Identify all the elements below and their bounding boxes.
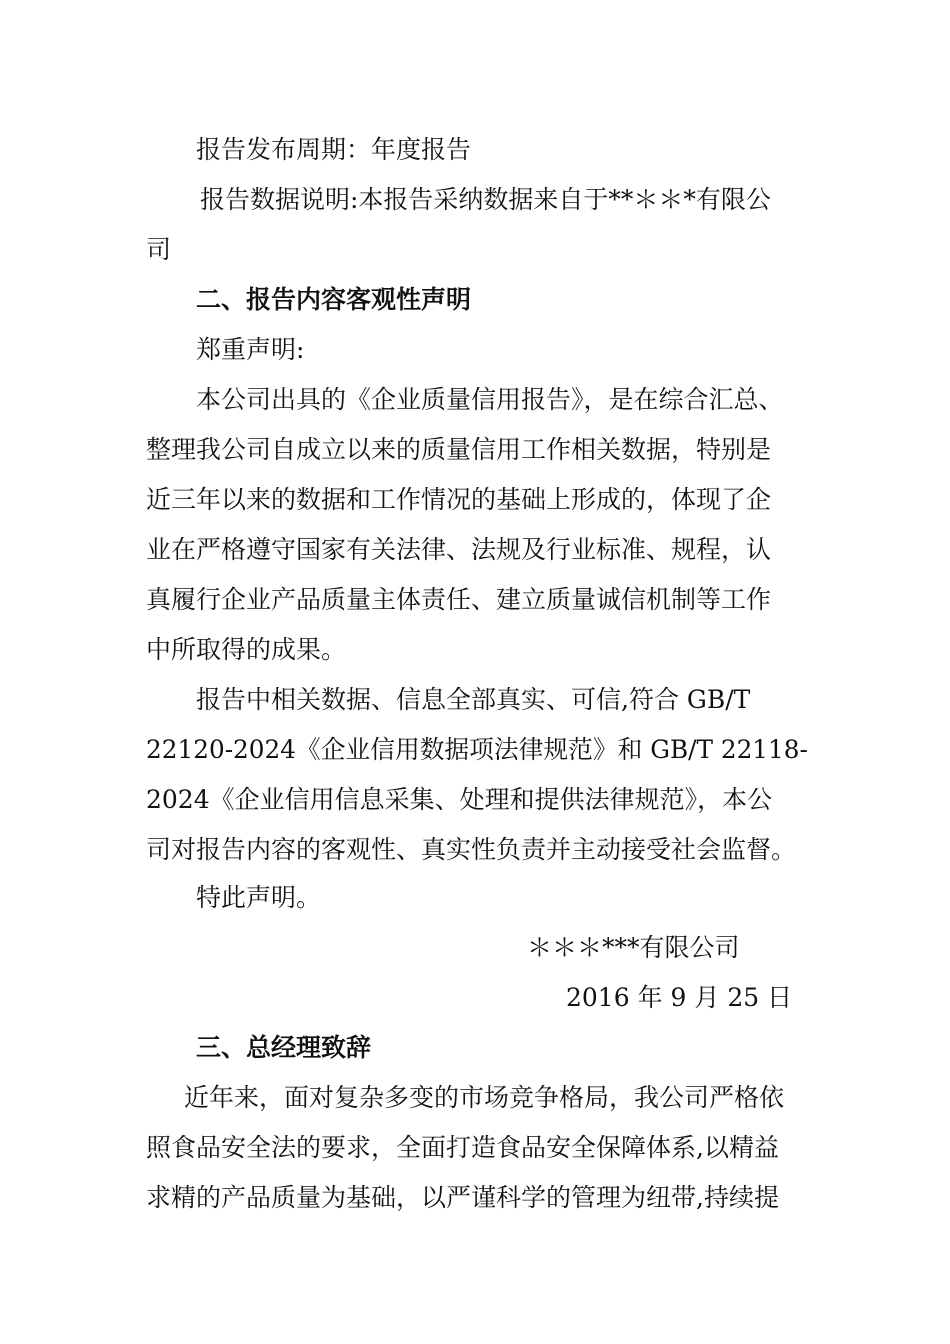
para3-line-1: 近年来，面对复杂多变的市场竞争格局，我公司严格依	[184, 1083, 785, 1112]
data-note-line-2: 司	[146, 235, 172, 264]
signature-date: 2016 年 9 月 25 日	[566, 983, 793, 1012]
para2-line-3: 2024《企业信用信息采集、处理和提供法律规范》，本公	[146, 785, 773, 814]
data-note-line-1: 报告数据说明:本报告采纳数据来自于**＊＊*有限公	[200, 185, 771, 214]
signature-company: ＊＊＊***有限公司	[527, 933, 740, 962]
para3-line-3: 求精的产品质量为基础，以严谨科学的管理为纽带,持续提	[146, 1183, 779, 1212]
para3-line-2: 照食品安全法的要求，全面打造食品安全保障体系,以精益	[146, 1133, 779, 1162]
section2-heading: 二、报告内容客观性声明	[196, 285, 472, 314]
para1-line-1: 本公司出具的《企业质量信用报告》，是在综合汇总、	[196, 385, 784, 414]
para1-line-3: 近三年以来的数据和工作情况的基础上形成的，体现了企	[146, 485, 772, 514]
declaration-label: 郑重声明:	[196, 335, 305, 364]
para2-line-4: 司对报告内容的客观性、真实性负责并主动接受社会监督。	[146, 835, 797, 864]
para1-line-2: 整理我公司自成立以来的质量信用工作相关数据，特别是	[146, 435, 772, 464]
closing-line: 特此声明。	[196, 883, 322, 912]
para1-line-5: 真履行企业产品质量主体责任、建立质量诚信机制等工作	[146, 585, 772, 614]
para1-line-6: 中所取得的成果。	[146, 635, 347, 664]
para2-line-1: 报告中相关数据、信息全部真实、可信,符合 GB/T	[196, 685, 751, 714]
section3-heading: 三、总经理致辞	[196, 1033, 372, 1062]
para1-line-4: 业在严格遵守国家有关法律、法规及行业标准、规程，认	[146, 535, 772, 564]
para2-line-2: 22120-2024《企业信用数据项法律规范》和 GB/T 22118-	[146, 735, 808, 764]
report-cycle-line: 报告发布周期：年度报告	[196, 135, 472, 164]
